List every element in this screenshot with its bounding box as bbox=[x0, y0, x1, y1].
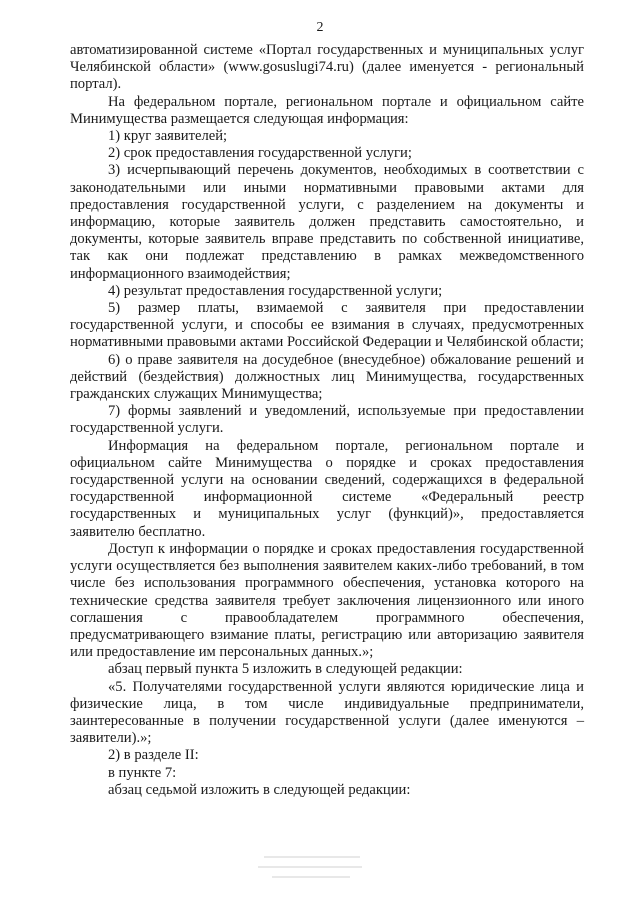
stamp-line bbox=[258, 866, 362, 868]
list-item: 4) результат предоставления государственной услуги; bbox=[108, 282, 443, 299]
paragraph: На федеральном портале, региональном портале и официальном сайте Минимущества размещается следующая информация: bbox=[70, 93, 584, 127]
list-item: 1) круг заявителей; bbox=[108, 128, 228, 145]
list-item: 6) о праве заявителя на досудебное (внесудебное) обжалование решений и действий (бездействия) должностных лиц Минимущества, государственных гражданских служащих Минимущества; bbox=[70, 351, 584, 403]
paragraph: абзац седьмой изложить в следующей редакции: bbox=[108, 781, 411, 798]
stamp-line bbox=[264, 856, 360, 858]
paragraph: Доступ к информации о порядке и сроках предоставления государственной услуги осуществляется без выполнения заявителем каких-либо требований, в том числе без использования программного обеспечения, установка которого на технические средства заявителя требует заключения лицензионного или иного соглашения с правообладателем программного обеспечения, предусматривающего взимание платы, регистрацию или авторизацию заявителя или предоставление им персональных данных.»; bbox=[70, 540, 584, 661]
paragraph: автоматизированной системе «Портал государственных и муниципальных услуг Челябинской области» (www.gosuslugi74.ru) (далее именуется - региональный портал). bbox=[70, 42, 584, 93]
quoted-paragraph: «5. Получателями государственной услуги являются юридические лица и физические лица, в том числе индивидуальные предприниматели, заинтересованные в получении государственной услуги (далее именуются – заявители).»; bbox=[70, 678, 584, 747]
list-item: 3) исчерпывающий перечень документов, необходимых в соответствии с законодательными или иными нормативными правовыми актами для предоставления государственной услуги, с разделением на документы и информацию, которые заявитель должен представить самостоятельно, и документы, которые заявитель вправе представить по собственной инициативе, так как они подлежат представлению в рамках межведомственного информационного взаимодействия; bbox=[70, 162, 584, 282]
paragraph: абзац первый пункта 5 изложить в следующей редакции: bbox=[108, 661, 463, 678]
list-item: 7) формы заявлений и уведомлений, используемые при предоставлении государственной услуги. bbox=[70, 403, 584, 437]
stamp-line bbox=[272, 876, 350, 878]
paragraph: в пункте 7: bbox=[108, 764, 177, 781]
list-item: 2) срок предоставления государственной услуги; bbox=[108, 145, 412, 162]
list-item: 5) размер платы, взимаемой с заявителя при предоставлении государственной услуги, и способы ее взимания в случаях, предусмотренных нормативными правовыми актами Российской Федерации и Челябинской области; bbox=[70, 300, 584, 351]
page-number: 2 bbox=[316, 20, 324, 35]
faded-stamp-mark bbox=[258, 852, 368, 884]
paragraph: 2) в разделе II: bbox=[108, 747, 199, 764]
paragraph: Информация на федеральном портале, региональном портале и официальном сайте Минимущества о порядке и сроках предоставления государственной услуги на основании сведений, содержащихся в федеральной государственной информационной системе «Федеральный реестр государственных и муниципальных услуг (функций)», предоставляется заявителю бесплатно. bbox=[70, 437, 584, 540]
document-body bbox=[70, 42, 584, 799]
